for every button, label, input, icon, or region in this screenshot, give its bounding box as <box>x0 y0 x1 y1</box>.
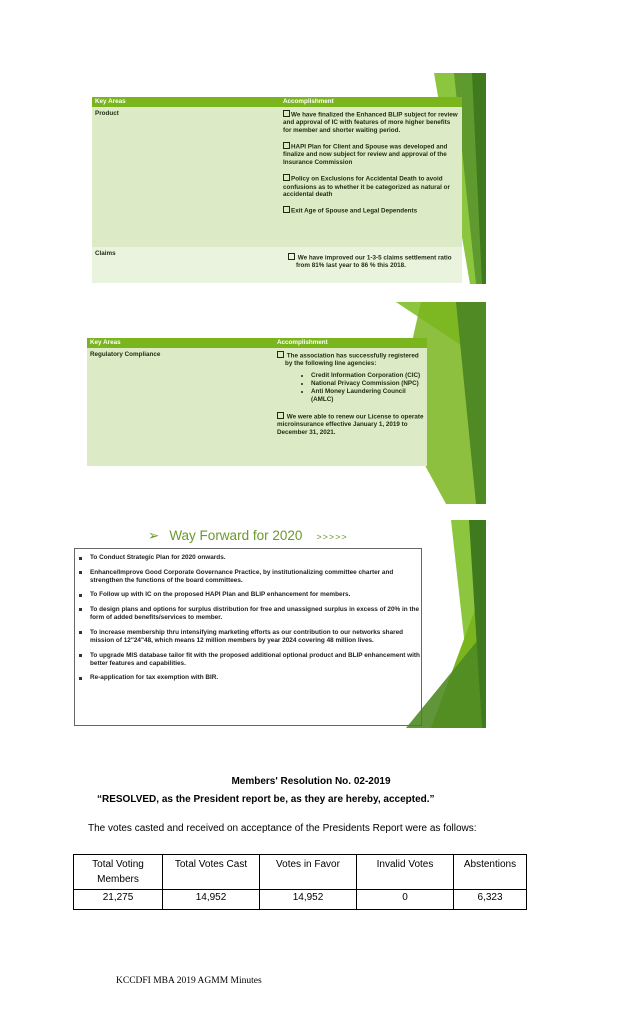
table-header-row <box>74 855 527 890</box>
resolution-quote: “RESOLVED, as the President report be, as they are hereby, accepted.” <box>97 794 435 805</box>
checkbox-bullet-icon <box>283 110 290 117</box>
checkbox-bullet-icon <box>283 174 290 181</box>
slide-regulatory-compliance <box>72 302 486 504</box>
accomplishment-cell <box>280 107 462 247</box>
value-abstentions: 6,323 <box>454 890 527 910</box>
header-total-votes-cast: Total Votes Cast <box>163 855 260 890</box>
checkbox-bullet-icon <box>277 412 284 419</box>
value-total-votes-cast: 14,952 <box>163 890 260 910</box>
votes-description: The votes casted and received on acceptance of the Presidents Report were as follows: <box>88 823 477 834</box>
item-text: HAPI Plan for Client and Spouse was developed and finalize and now subject for review and approval of the Insurance Commission <box>283 143 448 167</box>
list-item <box>288 253 459 270</box>
key-area-product: Product <box>92 107 280 247</box>
list-item <box>283 142 459 167</box>
slide-product-claims <box>72 73 486 284</box>
accomplishment-cell <box>274 348 427 466</box>
chevrons: >>>>> <box>316 532 348 542</box>
title-text: Way Forward for 2020 <box>169 528 303 543</box>
list-item <box>283 110 459 135</box>
header-votes-in-favor: Votes in Favor <box>260 855 357 890</box>
value-votes-in-favor: 14,952 <box>260 890 357 910</box>
checkbox-bullet-icon <box>288 253 295 260</box>
slide-way-forward <box>72 520 486 728</box>
key-area-claims: Claims <box>92 247 280 283</box>
header-accomplishment: Accomplishment <box>280 97 462 107</box>
table-row <box>92 247 462 283</box>
item-text: We were able to renew our License to operate microinsurance effective January 1, 2019 to December 31, 2021. <box>277 413 424 436</box>
agency-list <box>311 372 424 403</box>
page-footer: KCCDFI MBA 2019 AGMM Minutes <box>116 976 262 986</box>
table-row <box>74 890 527 910</box>
header-invalid-votes: Invalid Votes <box>357 855 454 890</box>
list-item <box>277 351 424 368</box>
checkbox-bullet-icon <box>283 206 290 213</box>
way-forward-list <box>78 554 420 689</box>
list-item: To Conduct Strategic Plan for 2020 onwards. <box>78 554 420 562</box>
list-item: To design plans and options for surplus distribution for free and unassigned surplus in excess of 20% in the form of added benefits/services to member. <box>78 606 420 623</box>
list-item: • Anti Money Laundering Council (AMLC) <box>311 388 424 404</box>
checkbox-bullet-icon <box>277 351 284 358</box>
header-abstentions: Abstentions <box>454 855 527 890</box>
list-item: To Follow up with IC on the proposed HAPI Plan and BLIP enhancement for members. <box>78 591 420 599</box>
slide-title <box>148 528 348 544</box>
item-text: We have improved our 1-3-5 claims settlement ratio from 81% last year to 86 % this 2018. <box>296 254 452 270</box>
list-item: To upgrade MIS database tailor fit with the proposed additional optional product and BLIP enhancement with better features and capabilities. <box>78 652 420 669</box>
votes-table <box>73 854 527 910</box>
header-key-areas: Key Areas <box>92 97 280 107</box>
list-item <box>283 174 459 199</box>
list-item: Enhance/Improve Good Corporate Governance Practice, by institutionalizing committee charter and strengthen the functions of the board committees. <box>78 569 420 586</box>
header-accomplishment: Accomplishment <box>274 338 427 348</box>
checkbox-bullet-icon <box>283 142 290 149</box>
table-row <box>87 348 427 466</box>
value-total-voting-members: 21,275 <box>74 890 163 910</box>
arrow-bullet-icon: ➢ <box>148 528 160 543</box>
item-text: Exit Age of Spouse and Legal Dependents <box>291 207 418 215</box>
header-total-voting-members: Total Voting Members <box>74 855 163 890</box>
list-item <box>277 412 424 437</box>
list-item: • National Privacy Commission (NPC) <box>311 380 424 388</box>
list-item: • Credit Information Corporation (CIC) <box>311 372 424 380</box>
item-text: We have finalized the Enhanced BLIP subject for review and approval of IC with features of more higher benefits for member and shorter waiting period. <box>283 111 458 135</box>
list-item: Re-application for tax exemption with BIR. <box>78 674 420 682</box>
key-area-regulatory: Regulatory Compliance <box>87 348 274 466</box>
accomplishment-table-1 <box>92 97 462 283</box>
item-text: The association has successfully registered by the following line agencies: <box>285 352 419 368</box>
accomplishment-table-2 <box>87 338 427 466</box>
item-text: Policy on Exclusions for Accidental Death to avoid confusions as to whether it be categorized as natural or accidental death <box>283 175 450 199</box>
header-key-areas: Key Areas <box>87 338 274 348</box>
value-invalid-votes: 0 <box>357 890 454 910</box>
resolution-title: Members' Resolution No. 02-2019 <box>231 776 391 787</box>
list-item <box>283 206 459 215</box>
list-item: To increase membership thru intensifying marketing efforts as our contribution to our networks shared mission of 12"24"48, which means 12 million members by year 2024 covering 48 million lives. <box>78 629 420 646</box>
table-row <box>92 107 462 247</box>
accomplishment-cell <box>280 247 462 283</box>
